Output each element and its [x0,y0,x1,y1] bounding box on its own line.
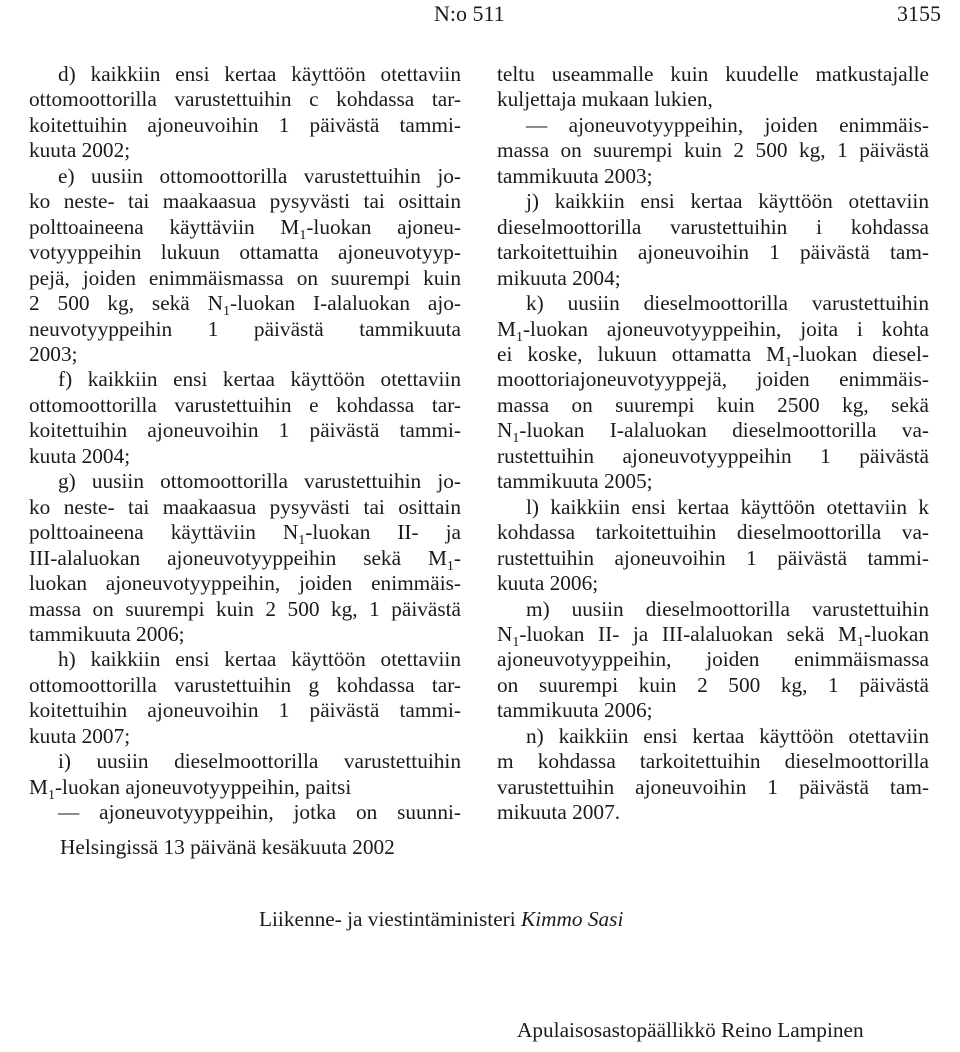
text-line: n) kaikkiin ensi kertaa käyttöön otettaviin [526,723,929,748]
right-column [497,62,929,826]
text-line: ottomoottorilla varustettuihin e kohdassa tar- [29,392,461,417]
issue-number: N:o 511 [434,1,505,26]
text-line: kohdassa tarkoitettuihin dieselmoottorilla va- [497,520,929,545]
text-line: dieselmoottorilla varustettuihin i kohdassa [497,214,929,239]
text-line: moottoriajoneuvotyyppejä, joiden enimmäis- [497,367,929,392]
text-line: rustettuihin ajoneuvoihin 1 päivästä tammi- [497,545,929,570]
text-line: l) kaikkiin ensi kertaa käyttöön otettaviin k [526,494,929,519]
text-line: mikuuta 2007. [497,800,621,825]
text-line: — ajoneuvotyyppeihin, joiden enimmäis- [526,112,929,137]
subscript: 1 [515,329,523,345]
text-line: kuuta 2004; [29,443,131,468]
text-line: massa on suurempi kuin 2 500 kg, 1 päivästä [497,138,929,163]
text-line: — ajoneuvotyyppeihin, jotka on suunni- [58,800,461,825]
text-line: kuuta 2002; [29,138,131,163]
text-line: mikuuta 2004; [497,265,621,290]
text-line: ko neste- tai maakaasua pysyvästi tai osittain [29,189,461,214]
text-line: 2 500 kg, sekä $N_1$-luokan I-alaluokan ajo- [29,291,461,320]
text-line: ko neste- tai maakaasua pysyvästi tai osittain [29,494,461,519]
text-line: varustettuihin ajoneuvoihin 1 päivästä tam- [497,774,929,799]
text-line: III-alaluokan ajoneuvotyyppeihin sekä $M_1-$ [29,545,461,574]
text-line: $M_1$-luokan ajoneuvotyyppeihin, paitsi [29,774,352,803]
text-line: votyyppeihin lukuun ottamatta ajoneuvotyyp- [29,240,461,265]
text-line: tammikuuta 2006; [29,621,185,646]
text-line: polttoaineena käyttäviin $M_1$-luokan ajoneu- [29,214,461,243]
text-line: k) uusiin dieselmoottorilla varustettuihin [526,291,929,316]
text-line: ajoneuvotyyppeihin, joiden enimmäismassa [497,647,929,672]
text-line: koitettuihin ajoneuvoihin 1 päivästä tammi- [29,112,461,137]
text-line: koitettuihin ajoneuvoihin 1 päivästä tammi- [29,698,461,723]
subscript: 1 [47,787,55,803]
signature-minister [259,906,623,932]
text-line: tammikuuta 2006; [497,698,653,723]
text-line: g) uusiin ottomoottorilla varustettuihin jo- [58,469,461,494]
text-line: rustettuihin ajoneuvotyyppeihin 1 päivästä [497,443,929,468]
text-line: d) kaikkiin ensi kertaa käyttöön otettaviin [58,62,461,86]
subscript: 1 [856,634,864,650]
subscript: 1 [223,304,231,320]
text-line: massa on suurempi kuin 2500 kg, sekä [497,392,929,417]
text-line: kuljettaja mukaan lukien, [497,87,713,112]
subscript: 1 [512,634,520,650]
text-line: $N_1$-luokan I-alaluokan dieselmoottorilla va- [497,418,929,447]
text-line: neuvotyyppeihin 1 päivästä tammikuuta [29,316,461,341]
text-line: massa on suurempi kuin 2 500 kg, 1 päivästä [29,596,461,621]
subscript: 1 [299,227,307,243]
text-line: ottomoottorilla varustettuihin c kohdassa tar- [29,87,461,112]
text-line: f) kaikkiin ensi kertaa käyttöön otettaviin [58,367,461,392]
text-line: ei koske, lukuun ottamatta $M_1$-luokan diesel- [497,341,929,370]
text-line: j) kaikkiin ensi kertaa käyttöön otettaviin [526,189,929,214]
text-line: kuuta 2007; [29,723,131,748]
signature-official: Apulaisosastopäällikkö Reino Lampinen [517,1018,864,1042]
text-line: m) uusiin dieselmoottorilla varustettuihin [526,596,929,621]
text-line: $N_1$-luokan II- ja III-alaluokan sekä $M_1$-luokan [497,621,929,650]
left-column [29,62,461,826]
text-line: ottomoottorilla varustettuihin g kohdassa tar- [29,672,461,697]
text-line: teltu useammalle kuin kuudelle matkustajalle [497,62,929,86]
text-line: $M_1$-luokan ajoneuvotyyppeihin, joita i kohta [497,316,929,345]
minister-title: Liikenne- ja viestintäministeri [259,907,516,931]
subscript: 1 [446,558,454,574]
subscript: 1 [512,431,520,447]
text-line: tammikuuta 2003; [497,163,653,188]
text-line: polttoaineena käyttäviin $N_1$-luokan II- ja [29,520,461,549]
text-line: koitettuihin ajoneuvoihin 1 päivästä tammi- [29,418,461,443]
page-number: 3155 [897,1,941,26]
text-line: e) uusiin ottomoottorilla varustettuihin jo- [58,163,461,188]
text-line: i) uusiin dieselmoottorilla varustettuihin [58,749,461,774]
text-line: luokan ajoneuvotyyppeihin, joiden enimmäis- [29,571,461,596]
subscript: 1 [785,354,793,370]
subscript: 1 [298,533,306,549]
text-line: kuuta 2006; [497,571,599,596]
minister-name: Kimmo Sasi [521,907,624,931]
text-line: on suurempi kuin 2 500 kg, 1 päivästä [497,672,929,697]
place-date: Helsingissä 13 päivänä kesäkuuta 2002 [60,835,395,859]
text-line: tammikuuta 2005; [497,469,653,494]
text-line: 2003; [29,341,78,366]
text-line: pejä, joiden enimmäismassa on suurempi kuin [29,265,461,290]
text-line: tarkoitettuihin ajoneuvoihin 1 päivästä tam- [497,240,929,265]
text-line: m kohdassa tarkoitettuihin dieselmoottorilla [497,749,929,774]
text-line: h) kaikkiin ensi kertaa käyttöön otettaviin [58,647,461,672]
